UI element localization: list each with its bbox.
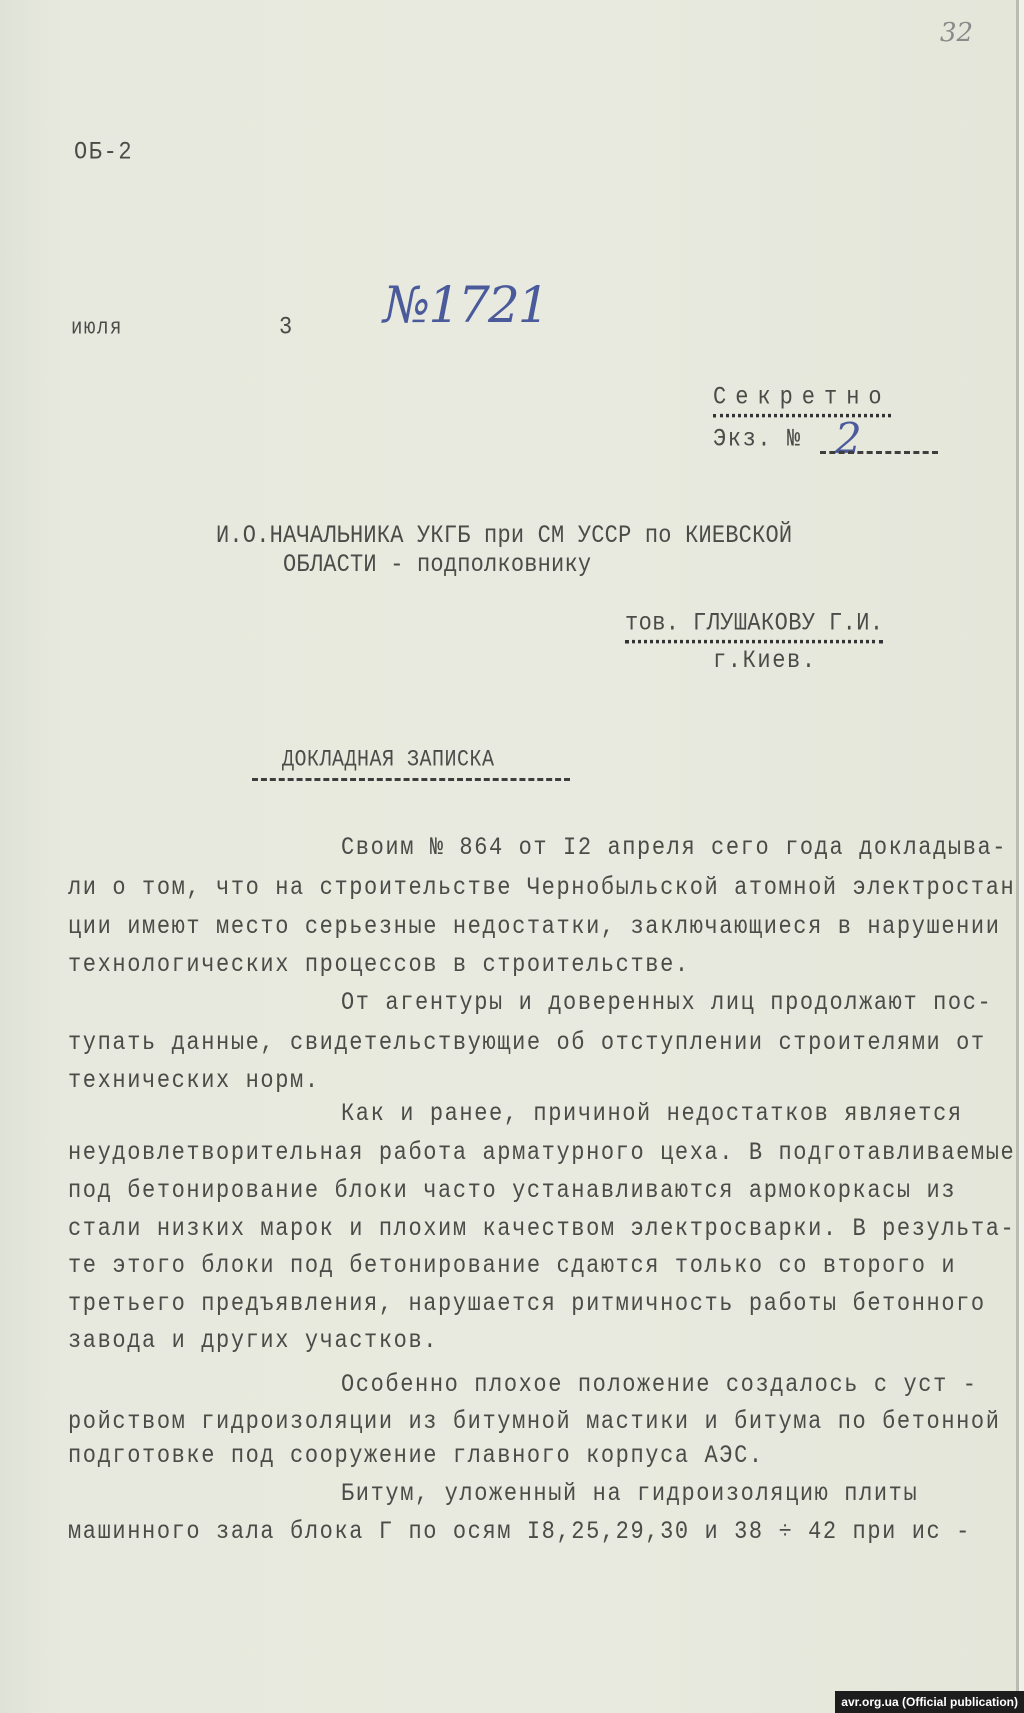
body-line: под бетонирование блоки часто устанавливаются армокоркасы из: [68, 1176, 957, 1205]
body-line: стали низких марок и плохим качеством электросварки. В результа-: [68, 1214, 1016, 1243]
body-line: От агентуры и доверенных лиц продолжают пос-: [341, 988, 993, 1017]
body-line: Битум, уложенный на гидроизоляцию плиты: [341, 1479, 919, 1508]
body-line: подготовке под сооружение главного корпуса АЭС.: [68, 1441, 764, 1470]
body-line: Особенно плохое положение создалось с уст -: [341, 1370, 978, 1399]
body-line: неудовлетворительная работа арматурного цеха. В подготавливаемые: [68, 1138, 1016, 1167]
body-line: ли о том, что на строительстве Чернобыльской атомной электростан: [68, 873, 1016, 902]
handwritten-registration-number: №1721: [383, 276, 548, 334]
body-line: те этого блоки под бетонирование сдаются только со второго и: [68, 1251, 957, 1280]
copy-number: 2: [835, 414, 862, 463]
date-month: июля: [71, 315, 124, 341]
body-line: технологических процессов в строительстве.: [68, 950, 690, 979]
body-line: ции имеют место серьезные недостатки, заключающиеся в нарушении: [68, 912, 1001, 941]
classification-stamp: Секретно: [713, 382, 891, 418]
date-day: 3: [279, 313, 294, 342]
addressee-city: г.Киев.: [713, 646, 817, 675]
body-line: машинного зала блока Г по осям I8,25,29,30 и 38 ÷ 42 при ис -: [68, 1517, 971, 1546]
title-underline: [252, 778, 570, 781]
body-line: тупать данные, свидетельствующие об отступлении строителями от: [68, 1028, 986, 1057]
addressee-line-1: И.О.НАЧАЛЬНИКА УКГБ при СМ УССР по КИЕВСКОЙ: [216, 521, 793, 550]
body-line: ройством гидроизоляции из битумной мастики и битума по бетонной: [68, 1407, 1001, 1436]
copy-label: Экз. №: [713, 425, 802, 454]
body-line: технических норм.: [68, 1066, 320, 1095]
addressee-line-2: ОБЛАСТИ - подполковнику: [283, 550, 592, 579]
page-margin: [1019, 0, 1024, 1713]
body-line: Как и ранее, причиной недостатков является: [341, 1099, 963, 1128]
document-title: ДОКЛАДНАЯ ЗАПИСКА: [282, 747, 495, 774]
source-credit: avr.org.ua (Official publication): [835, 1691, 1024, 1713]
addressee-name: тов. ГЛУШАКОВУ Г.И.: [625, 608, 883, 644]
page-number: 32: [940, 18, 974, 48]
document-code: ОБ-2: [74, 138, 134, 167]
copy-number-underline: [820, 451, 938, 454]
body-line: третьего предъявления, нарушается ритмичность работы бетонного: [68, 1289, 986, 1318]
body-line: Своим № 864 от I2 апреля сего года докладыва-: [341, 833, 1008, 862]
body-line: завода и других участков.: [68, 1326, 439, 1355]
